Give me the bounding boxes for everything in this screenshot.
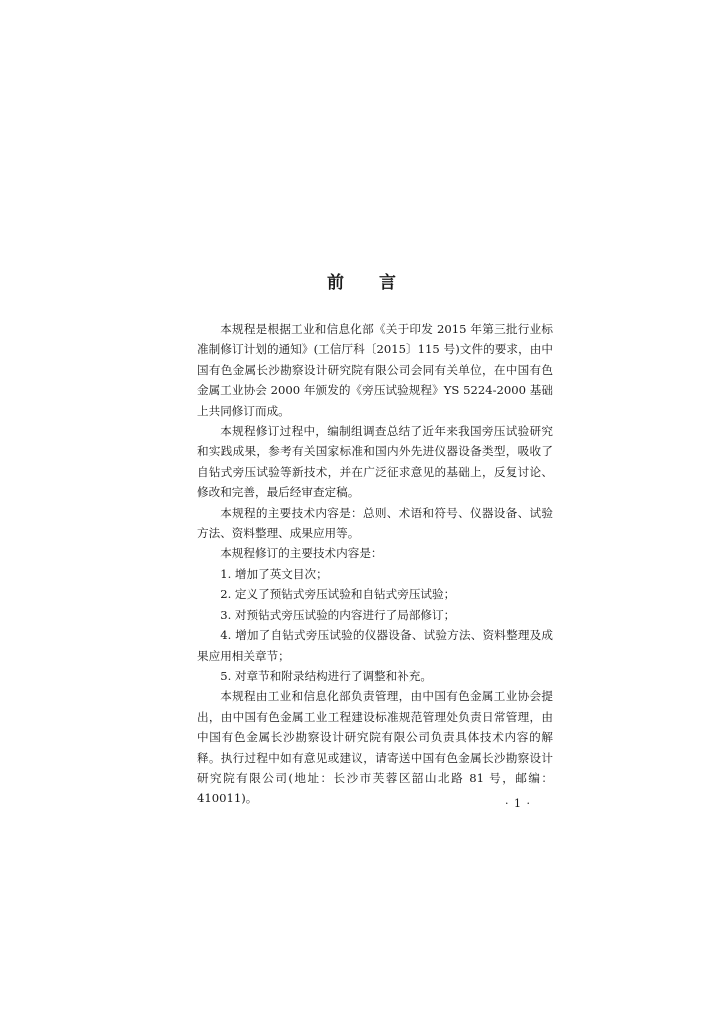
paragraph-main-content: 本规程的主要技术内容是：总则、术语和符号、仪器设备、试验方法、资料整理、成果应用等。: [197, 505, 553, 541]
paragraph-basis: 本规程是根据工业和信息化部《关于印发 2015 年第三批行业标准制修订计划的通知》(工信厅科〔2015〕115 号)文件的要求，由中国有色金属长沙勘察设计研究院有限公司会同有关单位，在中国有色金属工业协会 2000 年颁发的《旁压试验规程》YS 5224-2000 基础上共同修订而成。: [197, 322, 553, 418]
list-item: 3. 对预钻式旁压试验的内容进行了局部修订；: [220, 607, 456, 622]
preface-body: [197, 319, 553, 809]
list-item: 5. 对章节和附录结构进行了调整和补充。: [220, 668, 433, 683]
page-number: · 1 ·: [505, 797, 531, 810]
list-item: 1. 增加了英文目次；: [220, 566, 328, 581]
list-item: 4. 增加了自钻式旁压试验的仪器设备、试验方法、资料整理及成果应用相关章节；: [197, 628, 553, 663]
paragraph-management: 本规程由工业和信息化部负责管理，由中国有色金属工业协会提出，由中国有色金属工业工程建设标准规范管理处负责日常管理，由中国有色金属长沙勘察设计研究院有限公司负责具体技术内容的解释。执行过程中如有意见或建议，请寄送中国有色金属长沙勘察设计研究院有限公司(地址：长沙市芙蓉区韶山北路 81 号，邮编：410011)。: [197, 689, 553, 806]
title-char-2: 言: [379, 273, 397, 293]
paragraph-revision-intro: 本规程修订的主要技术内容是：: [220, 546, 383, 561]
title-char-1: 前: [327, 273, 345, 293]
page-title: [0, 268, 724, 293]
paragraph-revision-process: 本规程修订过程中，编制组调查总结了近年来我国旁压试验研究和实践成果，参考有关国家标准和国内外先进仪器设备类型，吸收了自钻式旁压试验等新技术，并在广泛征求意见的基础上，反复讨论、修改和完善，最后经审查定稿。: [197, 424, 553, 500]
list-item: 2. 定义了预钻式旁压试验和自钻式旁压试验；: [220, 587, 456, 602]
